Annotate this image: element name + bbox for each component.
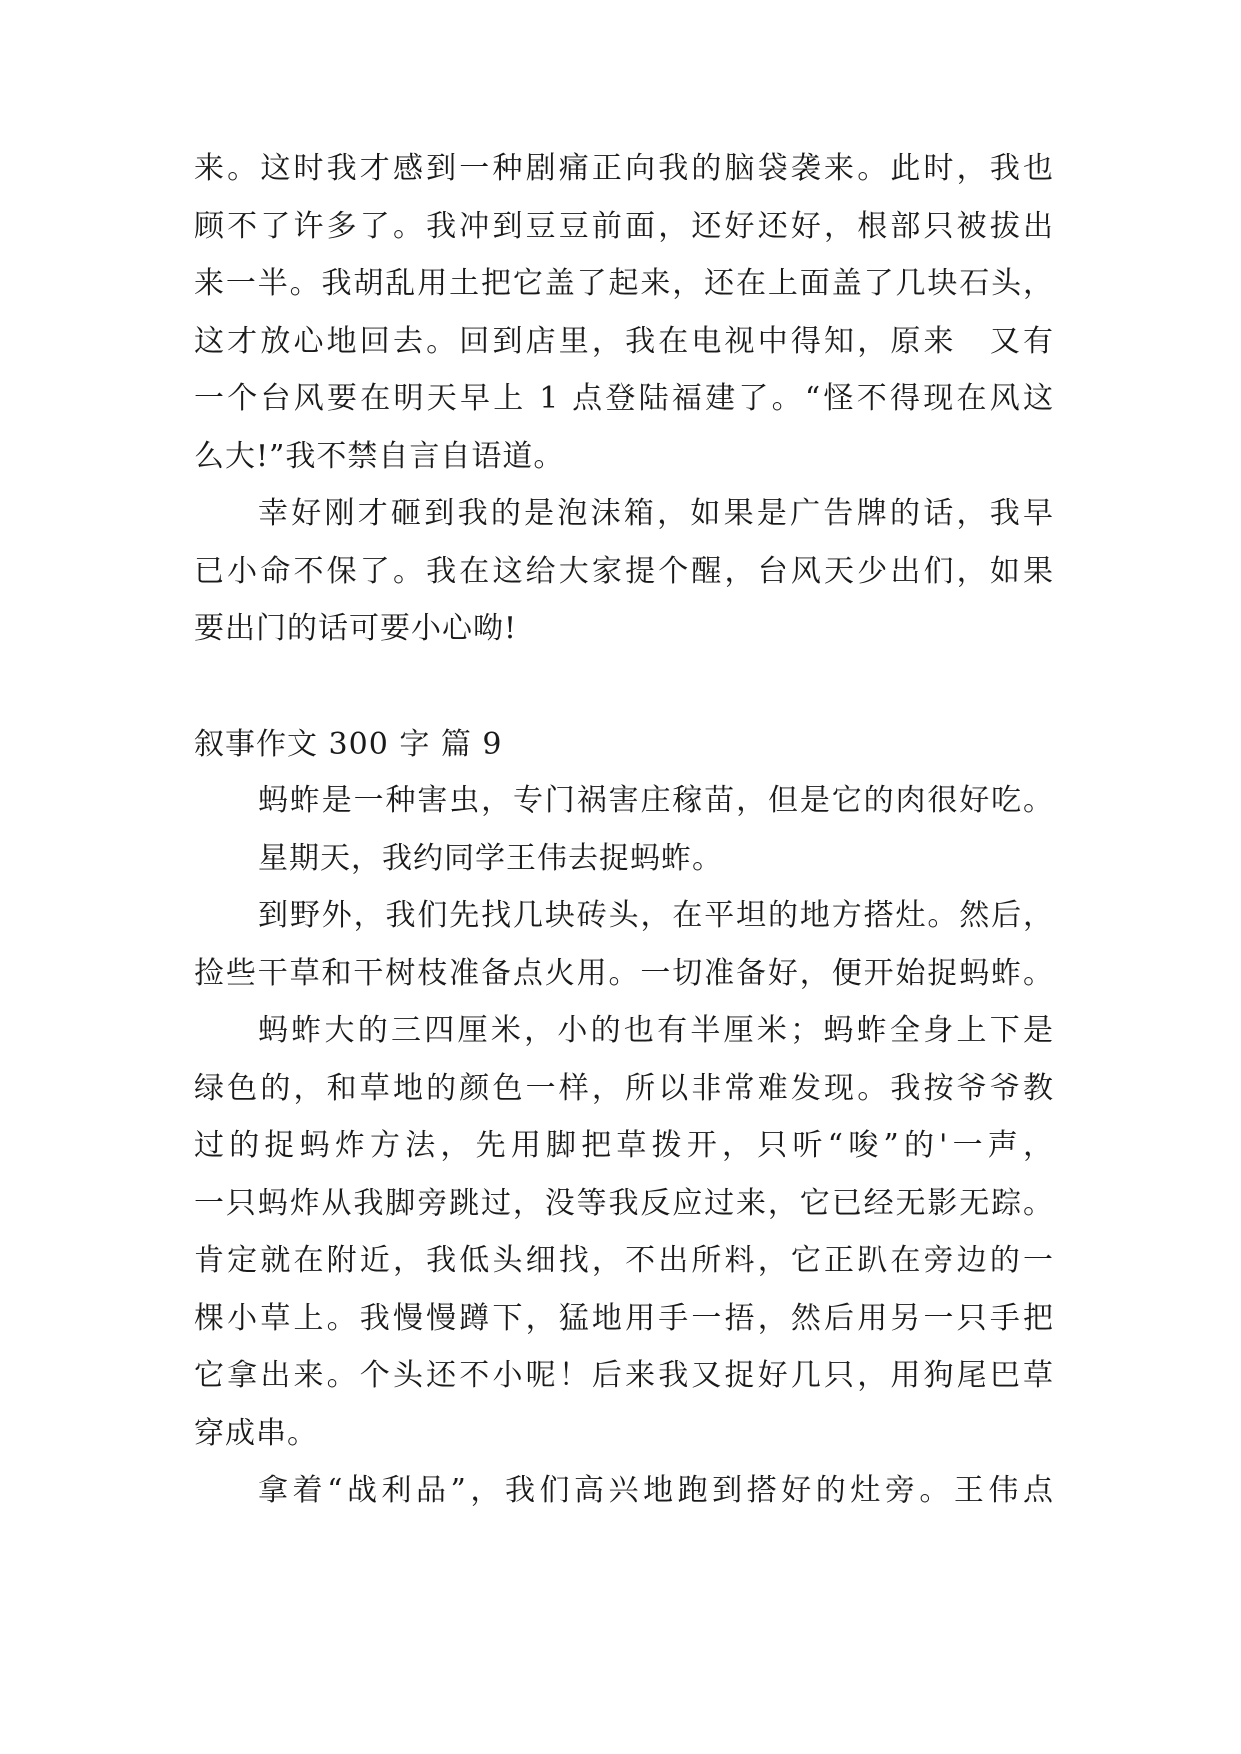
text-line: 绿色的，和草地的颜色一样，所以非常难发现。我按爷爷教 [194,1071,1054,1106]
text-line: 捡些干草和干树枝准备点火用。一切准备好，便开始捉蚂蚱。 [194,956,1054,991]
text-line: 幸好刚才砸到我的是泡沫箱，如果是广告牌的话，我早 [258,496,1054,531]
text-line: 星期天，我约同学王伟去捉蚂蚱。 [258,841,723,876]
text-line: 它拿出来。个头还不小呢！后来我又捉好几只，用狗尾巴草 [194,1358,1054,1393]
text-line: 顾不了许多了。我冲到豆豆前面，还好还好，根部只被拔出 [194,209,1054,244]
text-line: 已小命不保了。我在这给大家提个醒，台风天少出们，如果 [194,554,1054,589]
text-line: 么大!”我不禁自言自语道。 [194,439,565,474]
text-line: 蚂蚱是一种害虫，专门祸害庄稼苗，但是它的肉很好吃。 [258,783,1054,818]
text-line: 一只蚂炸从我脚旁跳过，没等我反应过来，它已经无影无踪。 [194,1186,1054,1221]
text-line: 到野外，我们先找几块砖头，在平坦的地方搭灶。然后， [258,898,1054,933]
text-line: 肯定就在附近，我低头细找，不出所料，它正趴在旁边的一 [194,1243,1054,1278]
text-line: 穿成串。 [194,1416,318,1451]
text-line: 一个台风要在明天早上 1 点登陆福建了。“怪不得现在风这 [194,381,1054,416]
text-line: 拿着“战利品”，我们高兴地跑到搭好的灶旁。王伟点 [258,1473,1054,1508]
text-line: 来。这时我才感到一种剧痛正向我的脑袋袭来。此时，我也 [194,151,1054,186]
text-line: 过的捉蚂炸方法，先用脚把草拨开，只听“唆”的'一声， [194,1128,1054,1163]
section-heading: 叙事作文 300 字 篇 9 [194,727,503,762]
text-line: 来一半。我胡乱用土把它盖了起来，还在上面盖了几块石头， [194,266,1054,301]
text-line: 蚂蚱大的三四厘米，小的也有半厘米；蚂蚱全身上下是 [258,1013,1054,1048]
text-line: 这才放心地回去。回到店里，我在电视中得知，原来 又有 [194,324,1054,359]
text-line: 要出门的话可要小心呦! [194,611,518,646]
text-line: 棵小草上。我慢慢蹲下，猛地用手一捂，然后用另一只手把 [194,1301,1054,1336]
